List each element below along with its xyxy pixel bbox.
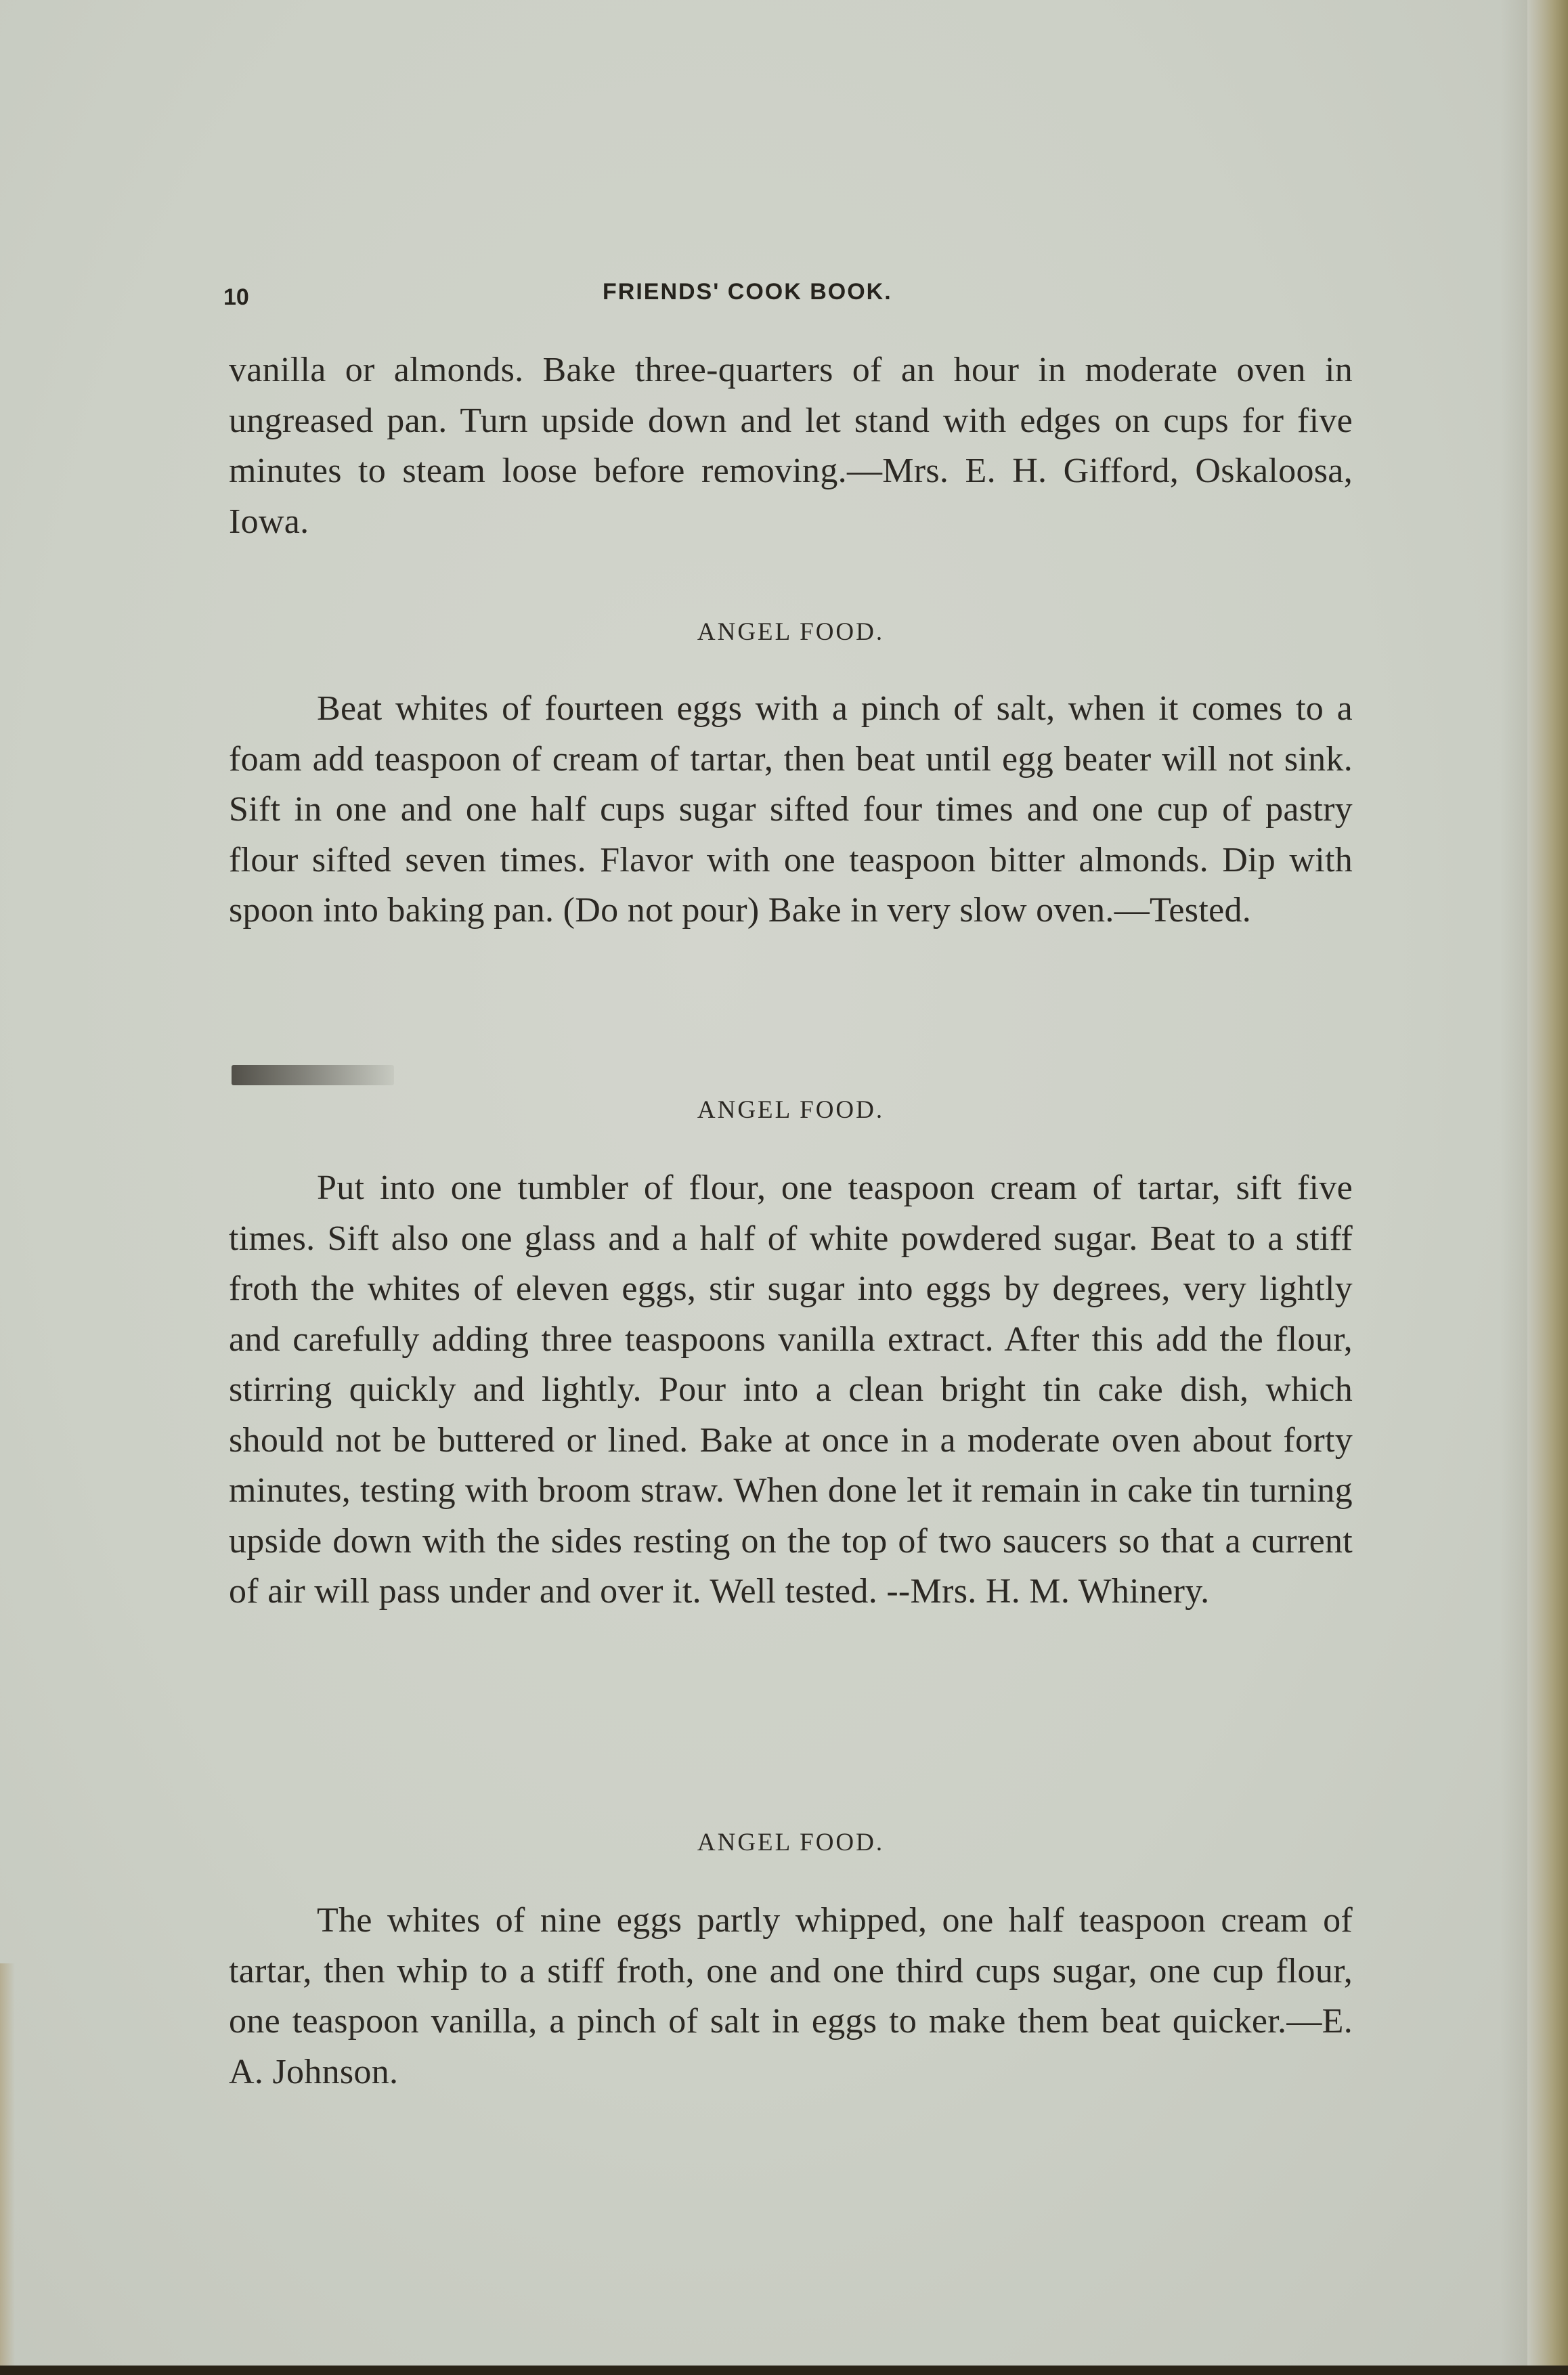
running-head-title: FRIENDS' COOK BOOK. xyxy=(603,279,892,305)
binding-shadow xyxy=(1500,0,1527,2375)
recipe-text-2: Put into one tumbler of flour, one teaspoon cream of tartar, sift five times. Sift also one glass and a half of white powdered sugar. Beat to a stiff froth the whites of eleven eggs, stir sugar into eggs by degrees, very lightly and carefully adding three teaspoons vanilla extract. After this add the flour, stirring quickly and lightly. Pour into a clean bright tin cake dish, which should not be buttered or lined. Bake at once in a moderate oven about forty minutes, testing with broom straw. When done let it remain in cake tin turning upside down with the sides resting on the top of two saucers so that a current of air will pass under and over it. Well tested. --Mrs. H. M. Whinery. xyxy=(229,1169,1353,1611)
running-head xyxy=(223,276,1354,317)
ink-smudge xyxy=(232,1065,394,1085)
recipe-heading-2: ANGEL FOOD. xyxy=(697,1096,885,1124)
binding-edge xyxy=(1527,0,1568,2375)
recipe-continuation-text: vanilla or almonds. Bake three-quarters of an hour in moderate oven in ungreased pan. Turn upside down and let stand with edges on cups for five minutes to steam loose before removing.—Mrs. E. H. Gifford, Oskaloosa, Iowa. xyxy=(229,351,1353,541)
recipe-text-1: Beat whites of fourteen eggs with a pinch of salt, when it comes to a foam add teaspoon of cream of tartar, then beat until egg beater will not sink. Sift in one and one half cups sugar sifted four times and one cup of pastry flour sifted seven times. Flavor with one teaspoon bitter almonds. Dip with spoon into baking pan. (Do not pour) Bake in very slow oven.—Tested. xyxy=(229,689,1353,930)
page-number: 10 xyxy=(223,284,249,310)
page-stain xyxy=(0,1963,15,2375)
recipe-heading-1: ANGEL FOOD. xyxy=(697,618,885,646)
bottom-edge xyxy=(0,2366,1568,2375)
recipe-text-3: The whites of nine eggs partly whipped, one half teaspoon cream of tartar, then whip to a stiff froth, one and one third cups sugar, one cup flour, one teaspoon vanilla, a pinch of salt in eggs to make them beat quicker.—E. A. Johnson. xyxy=(229,1901,1353,2091)
recipe-heading-3: ANGEL FOOD. xyxy=(697,1829,885,1856)
